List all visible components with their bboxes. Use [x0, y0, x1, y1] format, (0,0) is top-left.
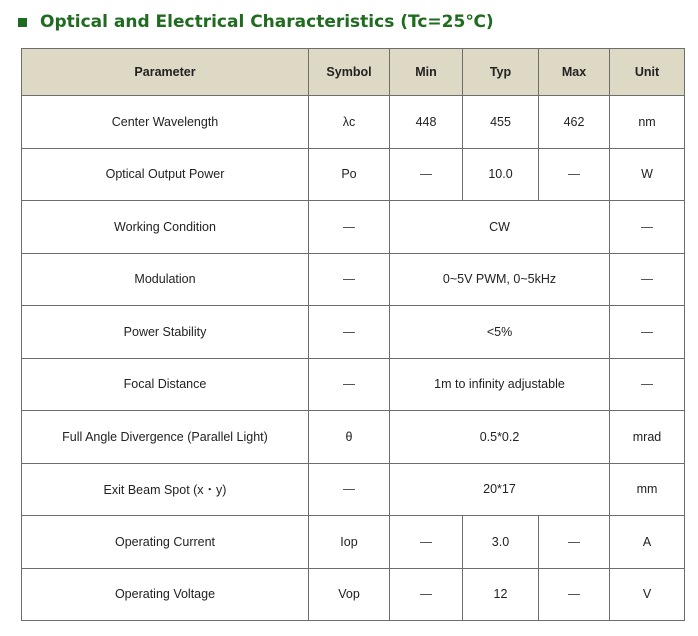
dash-placeholder [420, 174, 432, 175]
cell-unit: mrad [610, 411, 685, 464]
dash-placeholder [343, 279, 355, 280]
cell-unit [610, 358, 685, 411]
cell-parameter: Optical Output Power [22, 148, 309, 201]
cell-value: 20*17 [390, 463, 610, 516]
dash-placeholder [641, 279, 653, 280]
dash-placeholder [641, 384, 653, 385]
table-row [22, 411, 685, 464]
table-row [22, 148, 685, 201]
table-row [22, 516, 685, 569]
cell-parameter: Working Condition [22, 201, 309, 254]
cell-unit: nm [610, 96, 685, 149]
cell-unit: W [610, 148, 685, 201]
cell-min [390, 148, 463, 201]
dash-placeholder [420, 542, 432, 543]
header-parameter: Parameter [22, 49, 309, 96]
header-max: Max [539, 49, 610, 96]
cell-typ: 3.0 [463, 516, 539, 569]
cell-symbol [309, 306, 390, 359]
cell-unit [610, 306, 685, 359]
table-row [22, 253, 685, 306]
cell-unit: V [610, 568, 685, 621]
dash-placeholder [420, 594, 432, 595]
cell-max [539, 568, 610, 621]
characteristics-table [21, 48, 685, 621]
cell-max [539, 516, 610, 569]
dash-placeholder [641, 332, 653, 333]
cell-symbol: λc [309, 96, 390, 149]
dash-placeholder [343, 384, 355, 385]
cell-min [390, 516, 463, 569]
cell-symbol [309, 201, 390, 254]
cell-unit: mm [610, 463, 685, 516]
cell-typ: 10.0 [463, 148, 539, 201]
table-row [22, 358, 685, 411]
cell-parameter: Power Stability [22, 306, 309, 359]
cell-symbol: Vop [309, 568, 390, 621]
dash-placeholder [568, 542, 580, 543]
dash-placeholder [343, 332, 355, 333]
cell-parameter: Modulation [22, 253, 309, 306]
cell-unit [610, 253, 685, 306]
dash-placeholder [568, 174, 580, 175]
table-body [22, 96, 685, 621]
section-title: Optical and Electrical Characteristics (Tc=25℃) [40, 12, 494, 32]
cell-parameter: Center Wavelength [22, 96, 309, 149]
cell-symbol: Iop [309, 516, 390, 569]
table-header-row [22, 49, 685, 96]
cell-symbol [309, 358, 390, 411]
section-heading [18, 8, 494, 36]
table-row [22, 96, 685, 149]
cell-parameter: Focal Distance [22, 358, 309, 411]
cell-value: <5% [390, 306, 610, 359]
table-row [22, 306, 685, 359]
cell-unit: A [610, 516, 685, 569]
square-bullet-icon [18, 18, 27, 27]
cell-typ: 455 [463, 96, 539, 149]
dash-placeholder [343, 489, 355, 490]
dash-placeholder [568, 594, 580, 595]
cell-symbol: Po [309, 148, 390, 201]
cell-parameter: Operating Current [22, 516, 309, 569]
header-unit: Unit [610, 49, 685, 96]
table-row [22, 463, 685, 516]
cell-min: 448 [390, 96, 463, 149]
cell-unit [610, 201, 685, 254]
cell-value: 0.5*0.2 [390, 411, 610, 464]
dash-placeholder [343, 227, 355, 228]
cell-min [390, 568, 463, 621]
table-row [22, 201, 685, 254]
cell-parameter: Operating Voltage [22, 568, 309, 621]
cell-parameter: Exit Beam Spot (x・y) [22, 463, 309, 516]
table-row [22, 568, 685, 621]
cell-value: CW [390, 201, 610, 254]
cell-symbol: θ [309, 411, 390, 464]
cell-value: 1m to infinity adjustable [390, 358, 610, 411]
header-min: Min [390, 49, 463, 96]
cell-parameter: Full Angle Divergence (Parallel Light) [22, 411, 309, 464]
header-symbol: Symbol [309, 49, 390, 96]
cell-max: 462 [539, 96, 610, 149]
cell-symbol [309, 253, 390, 306]
dash-placeholder [641, 227, 653, 228]
cell-max [539, 148, 610, 201]
cell-value: 0~5V PWM, 0~5kHz [390, 253, 610, 306]
cell-symbol [309, 463, 390, 516]
cell-typ: 12 [463, 568, 539, 621]
header-typ: Typ [463, 49, 539, 96]
